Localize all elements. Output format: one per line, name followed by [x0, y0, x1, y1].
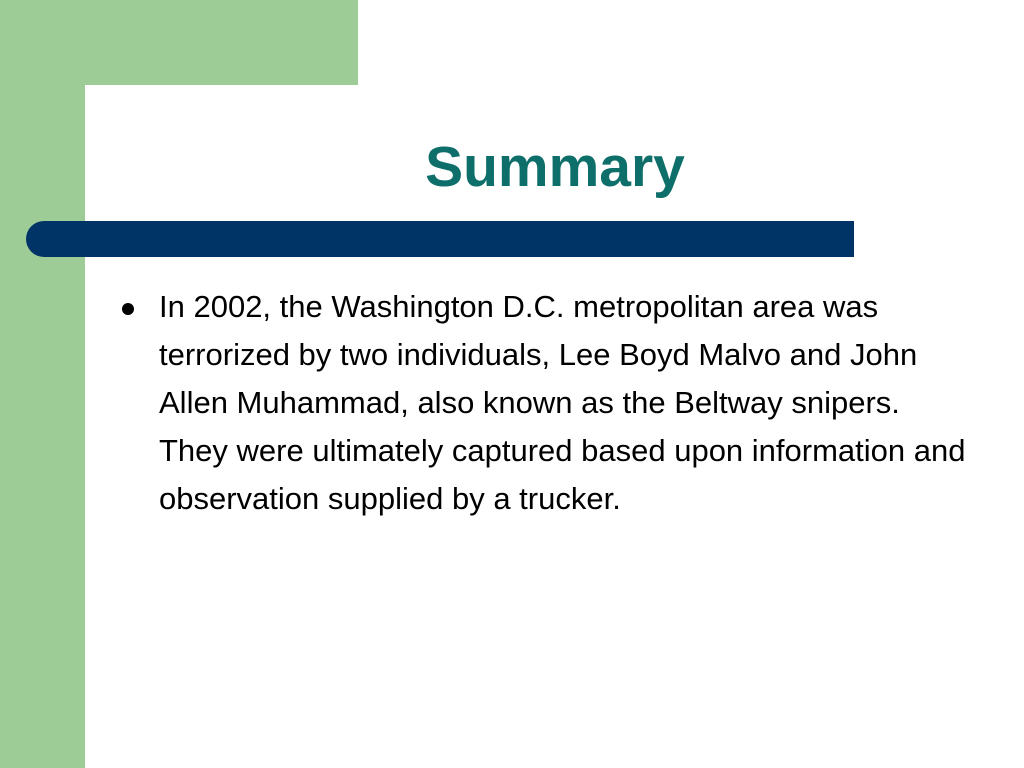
bullet-text: In 2002, the Washington D.C. metropolitan area was terrorized by two individuals, Lee Boyd Malvo and John Allen Muhammad, also known as the Beltway snipers. They were ultimately captured based upon information and observation supplied by a trucker.: [159, 289, 975, 516]
bullet-dot-icon: [122, 303, 134, 315]
bullet-item: [122, 283, 975, 523]
title-divider-bar: [26, 221, 854, 257]
decorative-green-strip: [0, 0, 85, 768]
decorative-rounded-corner: [85, 85, 145, 145]
bullet-list: [122, 283, 975, 523]
slide-title: Summary: [425, 135, 685, 199]
